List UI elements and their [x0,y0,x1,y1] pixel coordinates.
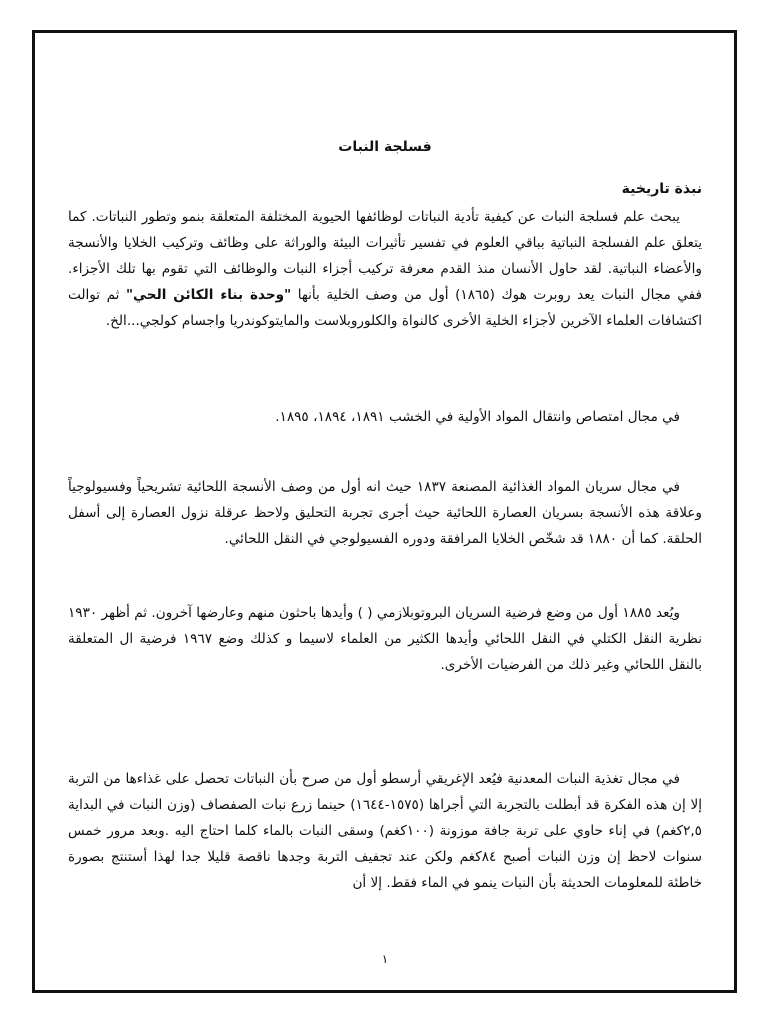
paragraph-phloem: في مجال سريان المواد الغذائية المصنعة ١٨٣٧ حيث انه أول من وصف الأنسجة اللحائية تشريحياً وفسيولوجياً وعلاقة هذه الأنسجة بسريان العصارة اللحائية حيث أجرى تجربة التحليق ولاحظ عرقلة نزول العصارة إلى أسفل الحلقة. كما أن ١٨٨٠ قد شخّص الخلايا المرافقة ودوره الفسيولوجي في النقل اللحائي. [68,479,702,547]
paragraph-theories: ويُعد ١٨٨٥ أول من وضع فرضية السريان البروتوبلازمي ( ) وأيدها باحثون منهم وعارضها آخرون. ثم أظهر ١٩٣٠ نظرية النقل الكتلي في النقل اللحائي وأيدها الكثير من العلماء لاسيما و كذلك وضع ١٩٦٧ فرضية ال المتعلقة بالنقل اللحائي وغير ذلك من الفرضيات الأخرى. [68,605,702,673]
paragraph-intro [68,204,702,334]
document-title: فسلجة النبات [338,139,432,155]
paragraph-intro-text-2: ثم توالت اكتشافات العلماء الآخرين لأجزاء الخلية الأخرى كالنواة والكلوروبلاست والمايتوكوندريا واجسام كولجي...الخ. [68,287,702,329]
paragraph-xylem: في مجال امتصاص وانتقال المواد الأولية في الخشب ١٨٩١، ١٨٩٤، ١٨٩٥. [275,409,680,425]
paragraph-intro-text-1: يبحث علم فسلجة النبات عن كيفية تأدية النباتات لوظائفها الحيوية المختلفة المتعلقة بنمو وتطور النباتات. كما يتعلق علم الفسلجة النباتية بباقي العلوم في تفسير تأثيرات البيئة والوراثة على وظائف وتركيب الخلايا والأنسجة والأعضاء النباتية. لقد حاول الأنسان منذ القدم معرفة تركيب أجزاء النبات والوظائف التي تقوم بها تلك الأجزاء. ففي مجال النبات يعد روبرت هوك (١٨٦٥) أول من وصف الخلية بأنها [68,209,702,303]
page-number: ١ [381,952,389,966]
paragraph-intro-bold: "وحدة بناء الكائن الحي" [125,287,292,303]
paragraph-mineral-nutrition: في مجال تغذية النبات المعدنية فيُعد الإغريقي أرسطو أول من صرح بأن النباتات تحصل على غذاءها من التربة إلا إن هذه الفكرة قد أبطلت بالتجربة التي أجراها (١٥٧٥-١٦٤٤) حينما زرع نبات الصفصاف (وزن النبات في البداية ٢,٥كغم) في إناء حاوي على تربة جافة موزونة (١٠٠كغم) وسقى النبات بالماء كلما احتاج اليه .وبعد مرور خمس سنوات لاحظ إن وزن النبات أصبح ٨٤كغم ولكن عند تجفيف التربة وجدها ناقصة قليلا جدا لهذا أستنتج بصورة خاطئة للمعلومات الحديثة بأن النبات ينمو في الماء فقط. إلا أن [68,771,702,891]
section-heading: نبذة تاريخية [621,181,702,197]
